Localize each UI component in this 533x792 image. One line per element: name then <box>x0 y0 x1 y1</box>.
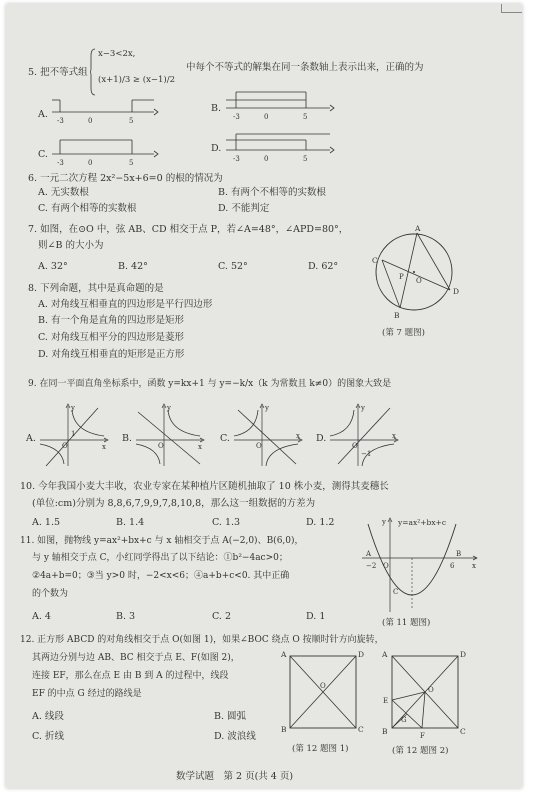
q12-stem-line4: EF 的中点 G 经过的路线是 <box>32 689 142 699</box>
q11-stem-line4: 的个数为 <box>32 589 69 599</box>
q7-stem-line1: 7. 如图，在⊙O 中，弦 AB、CD 相交于点 P，若∠A=48°，∠APD=80°， <box>28 224 349 235</box>
q5-a-tick-2: 0 <box>88 117 93 125</box>
q9-option-b-label: B. <box>122 433 133 444</box>
q11-point-c: C <box>393 588 399 596</box>
q9-option-b-graph <box>134 402 208 468</box>
q12-option-c: C. 折线 <box>32 731 64 742</box>
q12-f2-point-g: G <box>401 716 407 724</box>
q11-parabola-figure <box>358 516 482 616</box>
q7-circle-figure <box>368 222 464 320</box>
q5-option-c-numberline <box>50 134 160 168</box>
q5-b-tick-2: 0 <box>264 113 269 121</box>
q9-option-c-graph <box>232 402 306 468</box>
q9-option-a-graph <box>38 402 112 468</box>
q12-option-b: B. 圆弧 <box>214 711 247 722</box>
q6-option-a: A. 无实数根 <box>38 187 89 198</box>
q5-ineq1: x−3<2x, <box>98 49 136 59</box>
q12-figure-1 <box>278 648 364 740</box>
q5-a-tick-1: -3 <box>57 117 64 125</box>
q6-stem: 6. 一元二次方程 2x²−5x+6=0 的根的情况为 <box>28 173 223 184</box>
q12-f1-point-a: A <box>281 650 287 659</box>
q10-option-d: D. 1.2 <box>306 517 335 528</box>
q5-b-tick-1: -3 <box>233 113 240 121</box>
q11-stem-line3: ②4a+b=0；③当 y>0 时，−2<x<6；④a+b+c<0. 其中正确 <box>32 571 290 581</box>
exam-page <box>6 4 522 788</box>
q7-point-d: D <box>453 287 460 296</box>
q9-d-x-label: x <box>392 432 396 440</box>
q7-point-o: O <box>416 277 422 285</box>
q11-caption: (第 11 题图) <box>382 618 431 628</box>
q12-f2-point-e: E <box>383 697 389 705</box>
q10-option-b: B. 1.4 <box>116 517 145 528</box>
q11-option-a: A. 4 <box>32 611 51 622</box>
q12-stem-line2: 其两边分别与边 AB、BC 相交于点 E、F(如图 2)， <box>32 653 240 663</box>
q7-caption: (第 7 题图) <box>382 328 425 338</box>
q7-option-b: B. 42° <box>118 261 148 272</box>
q7-point-p: P <box>399 273 404 281</box>
q8-option-c: C. 对角线互相平分的四边形是菱形 <box>38 332 184 343</box>
q11-x-label: x <box>472 562 476 570</box>
q7-option-d: D. 62° <box>308 261 339 272</box>
q12-f2-point-a: A <box>382 650 388 659</box>
q5-a-tick-3: 5 <box>129 117 134 125</box>
q6-option-d: D. 不能判定 <box>218 203 270 214</box>
q12-caption-2: (第 12 题图 2) <box>392 746 449 756</box>
q12-f1-point-c: C <box>358 725 364 734</box>
q12-caption-1: (第 12 题图 1) <box>292 744 349 754</box>
q12-f2-point-o: O <box>428 686 434 694</box>
q9-b-y-label: y <box>167 404 171 412</box>
q5-d-tick-3: 5 <box>303 155 308 163</box>
q11-tick-6: 6 <box>450 562 455 570</box>
q5-option-c-label: C. <box>38 149 48 160</box>
q10-option-a: A. 1.5 <box>32 517 61 528</box>
q8-option-d: D. 对角线互相垂直的矩形是正方形 <box>38 349 185 360</box>
q5-stem-post: 中每个不等式的解集在同一条数轴上表示出来，正确的为 <box>186 62 424 73</box>
q5-option-d-numberline <box>224 128 336 166</box>
q12-f2-point-d: D <box>460 650 467 659</box>
q7-point-a: A <box>415 224 421 233</box>
q5-option-d-label: D. <box>211 143 222 154</box>
q8-stem: 8. 下列命题，其中是真命题的是 <box>28 283 164 294</box>
q5-option-b-label: B. <box>211 103 222 114</box>
q12-option-a: A. 线段 <box>32 711 64 722</box>
q12-f1-point-o: O <box>320 682 326 690</box>
q6-option-b: B. 有两个不相等的实数根 <box>218 187 327 198</box>
q11-stem-line1: 11. 如图，抛物线 y=ax²+bx+c 与 x 轴相交于点 A(−2,0)、B(6,0)， <box>20 536 304 546</box>
q9-b-origin: O <box>158 442 164 450</box>
q12-option-d: D. 波浪线 <box>214 731 256 742</box>
page-corner-mark <box>501 4 522 13</box>
q5-option-a-numberline <box>50 94 160 128</box>
q11-point-a: A <box>366 550 372 558</box>
q5-brace <box>90 48 96 96</box>
q11-y-label: y <box>382 518 386 526</box>
q9-d-origin: O <box>352 442 358 450</box>
q9-d-y-label: y <box>361 404 365 412</box>
q9-a-intercept: 1 <box>71 430 76 438</box>
q5-ineq2: (x+1)/3 ≥ (x−1)/2 <box>98 75 175 85</box>
q7-option-a: A. 32° <box>38 261 68 272</box>
q5-c-tick-3: 5 <box>129 159 134 167</box>
q9-b-x-label: x <box>198 443 202 451</box>
q9-stem: 9. 在同一平面直角坐标系中，函数 y=kx+1 与 y=−k/x（k 为常数且 k≠0）的图象大致是 <box>28 379 392 389</box>
q5-b-tick-3: 5 <box>303 113 308 121</box>
q9-a-x-label: x <box>102 443 106 451</box>
q11-option-b: B. 3 <box>116 611 136 622</box>
q5-c-tick-2: 0 <box>88 159 93 167</box>
q9-option-c-label: C. <box>220 433 230 444</box>
q12-f1-point-b: B <box>281 725 287 734</box>
q7-option-c: C. 52° <box>218 261 248 272</box>
q12-figure-2 <box>376 648 472 742</box>
q5-d-tick-2: 0 <box>264 155 269 163</box>
q9-option-d-graph <box>328 402 402 468</box>
q8-option-a: A. 对角线互相垂直的四边形是平行四边形 <box>38 299 213 310</box>
q12-f2-point-f: F <box>420 732 425 740</box>
q11-option-d: D. 1 <box>306 611 326 622</box>
q7-stem-line2: 则∠B 的大小为 <box>38 240 104 251</box>
q12-f1-point-d: D <box>358 650 364 659</box>
q9-c-x-label: x <box>296 432 300 440</box>
q12-f2-point-b: B <box>382 727 388 736</box>
q12-stem-line1: 12. 正方形 ABCD 的对角线相交于点 O(如图 1)，如果∠BOC 绕点 O 按顺时针方向旋转， <box>20 635 384 645</box>
q5-option-a-label: A. <box>38 109 48 120</box>
q11-option-c: C. 2 <box>212 611 232 622</box>
q11-origin: O <box>383 562 389 570</box>
page-footer: 数学试题 第 2 页(共 4 页) <box>176 771 294 782</box>
q5-c-tick-1: -3 <box>57 159 64 167</box>
q11-stem-line2: 与 y 轴相交于点 C，小红同学得出了以下结论：①b²−4ac>0； <box>32 553 288 563</box>
q11-curve-label: y=ax²+bx+c <box>398 518 447 527</box>
q11-point-b: B <box>456 550 462 558</box>
q12-f2-point-c: C <box>460 727 466 736</box>
q10-stem-line1: 10. 今年我国小麦大丰收，农业专家在某种植片区随机抽取了 10 株小麦，测得其麦穗长 <box>20 481 389 492</box>
q12-stem-line3: 连接 EF，那么在点 E 由 B 到 A 的过程中，线段 <box>32 671 229 681</box>
q9-option-d-label: D. <box>316 433 327 444</box>
q7-point-c: C <box>372 256 378 265</box>
q10-stem-line2: (单位:cm)分别为 8,8,6,7,9,9,7,8,10,8，那么这一组数据的方差为 <box>32 498 316 509</box>
q9-a-origin: O <box>62 442 68 450</box>
q9-d-intercept: −1 <box>361 450 372 458</box>
q5-option-b-numberline <box>224 88 336 124</box>
q9-c-y-label: y <box>265 404 269 412</box>
q11-tick-neg2: −2 <box>366 562 377 570</box>
q10-option-c: C. 1.3 <box>212 517 241 528</box>
q9-c-origin: O <box>256 442 262 450</box>
q9-a-y-label: y <box>71 404 75 412</box>
q9-option-a-label: A. <box>26 433 36 444</box>
q6-option-c: C. 有两个相等的实数根 <box>38 203 137 214</box>
q8-option-b: B. 有一个角是直角的四边形是矩形 <box>38 315 185 326</box>
q5-d-tick-1: -3 <box>233 155 240 163</box>
q7-point-b: B <box>394 311 400 320</box>
q5-stem-pre: 5. 把不等式组 <box>28 67 88 78</box>
